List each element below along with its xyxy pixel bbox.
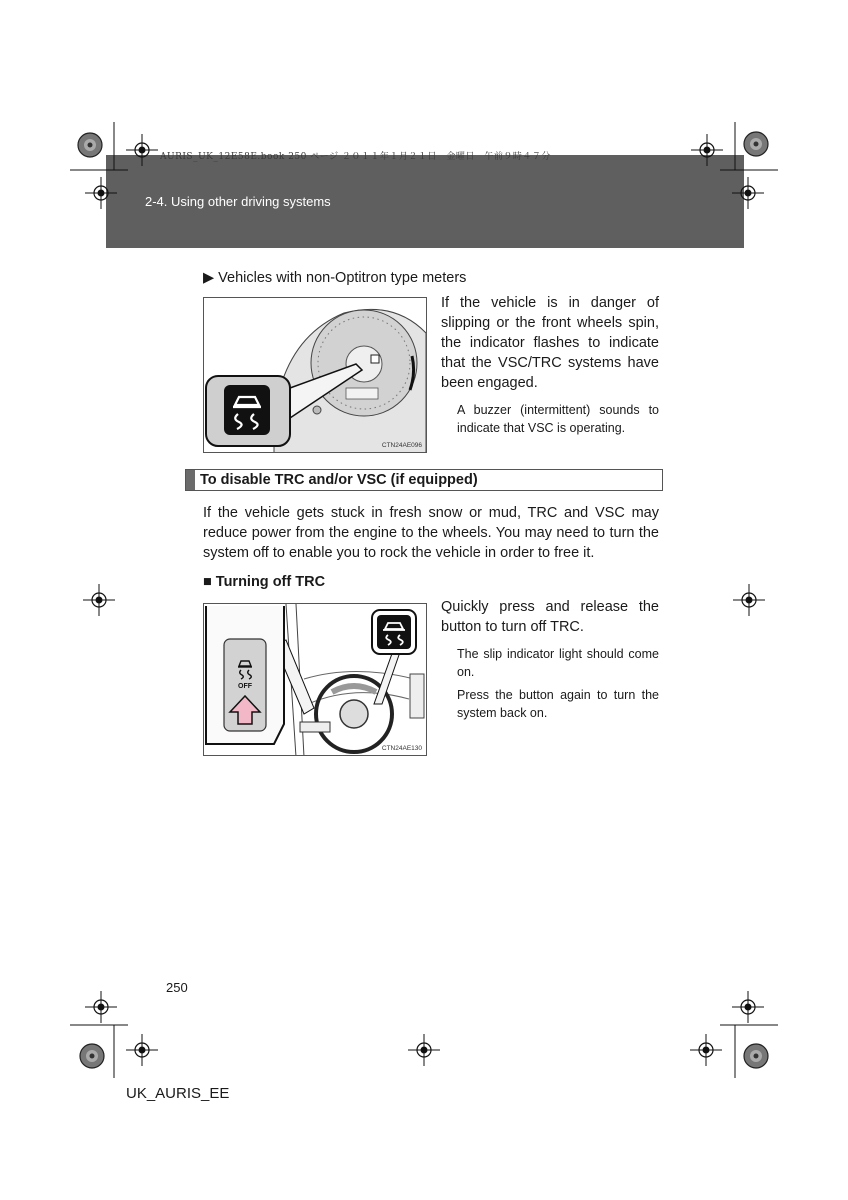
registration-cross-icon bbox=[408, 1034, 440, 1066]
section-title: 2-4. Using other driving systems bbox=[145, 194, 331, 209]
figure-code: CTN24AE130 bbox=[381, 745, 422, 752]
registration-cross-icon bbox=[690, 1034, 722, 1066]
section-heading-box bbox=[185, 469, 663, 491]
trc-button-illustration bbox=[203, 603, 427, 756]
registration-cross-icon bbox=[732, 991, 764, 1023]
heading-accent-bar bbox=[186, 470, 195, 490]
registration-cross-icon bbox=[733, 584, 765, 616]
instrument-cluster-drawing bbox=[204, 298, 427, 453]
registration-burst-icon bbox=[744, 1044, 768, 1068]
figure-code: CTN24AE096 bbox=[381, 442, 422, 449]
buzzer-note: A buzzer (intermittent) sounds to indicate that VSC is operating. bbox=[457, 403, 659, 435]
footer-code: UK_AURIS_EE bbox=[126, 1085, 230, 1102]
registration-cross-icon bbox=[85, 991, 117, 1023]
print-metadata: AURIS_UK_12E58E.book 250 ページ ２０１１年１月２１日 金曜日 午前９時４７分 bbox=[160, 152, 551, 162]
registration-cross-icon bbox=[85, 177, 117, 209]
registration-cross-icon bbox=[126, 134, 158, 166]
slip-indicator-note: The slip indicator light should come on. bbox=[457, 647, 659, 679]
off-button-label: OFF bbox=[238, 683, 252, 690]
registration-burst-icon bbox=[744, 132, 768, 156]
reset-note: Press the button again to turn the system back on. bbox=[457, 688, 659, 720]
section-heading: To disable TRC and/or VSC (if equipped) bbox=[200, 472, 478, 488]
intro-paragraph: If the vehicle gets stuck in fresh snow or mud, TRC and VSC may reduce power from the engine to the wheels. You may need to turn the system off to enable you to rock the vehicle in order to free it. bbox=[203, 505, 659, 561]
registration-burst-icon bbox=[80, 1044, 104, 1068]
indicator-description: If the vehicle is in danger of slipping or the front wheels spin, the indicator flashes to indicate that the VSC/TRC systems have been engaged. bbox=[441, 295, 659, 391]
button-instruction: Quickly press and release the button to turn off TRC. bbox=[441, 599, 659, 635]
dashboard-drawing bbox=[204, 604, 427, 756]
page-number: 250 bbox=[166, 980, 188, 995]
registration-cross-icon bbox=[83, 584, 115, 616]
registration-burst-icon bbox=[78, 133, 102, 157]
meter-illustration bbox=[203, 297, 427, 453]
vehicle-type-subheading: ▶ Vehicles with non-Optitron type meters bbox=[203, 270, 467, 286]
turning-off-trc-subheading: ■ Turning off TRC bbox=[203, 574, 326, 590]
registration-cross-icon bbox=[691, 134, 723, 166]
registration-cross-icon bbox=[732, 177, 764, 209]
registration-cross-icon bbox=[126, 1034, 158, 1066]
